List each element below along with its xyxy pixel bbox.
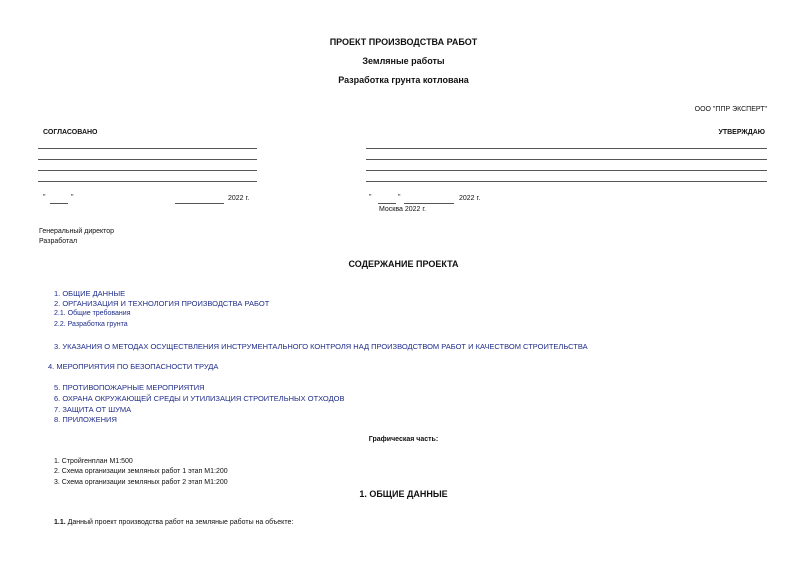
left-date-day-blank [50, 203, 68, 204]
signature-line [38, 159, 257, 160]
toc-link-noise[interactable]: 7. ЗАЩИТА ОТ ШУМА [54, 405, 132, 414]
toc-link-excavation[interactable]: 2.2. Разработка грунта [54, 321, 128, 328]
left-date-month-blank [175, 203, 224, 204]
left-date-year: 2022 г. [228, 195, 250, 202]
graphic-part-heading: Графическая часть: [368, 436, 439, 443]
document-subtitle: Земляные работы [362, 56, 445, 66]
right-date-month-blank [404, 203, 454, 204]
signature-line [366, 181, 767, 182]
section-heading: 1. ОБЩИЕ ДАННЫЕ [359, 489, 448, 499]
city-year: Москва 2022 г. [379, 206, 427, 213]
director-label: Генеральный директор [39, 228, 115, 235]
company-name: ООО "ППР ЭКСПЕРТ" [694, 106, 767, 113]
toc-link-appendices[interactable]: 8. ПРИЛОЖЕНИЯ [54, 415, 117, 424]
left-date-quote-open: " [43, 194, 46, 201]
paragraph-1-1 [54, 519, 293, 526]
signature-line [366, 159, 767, 160]
toc-link-fire-safety[interactable]: 5. ПРОТИВОПОЖАРНЫЕ МЕРОПРИЯТИЯ [54, 383, 205, 392]
toc-link-labor-safety[interactable]: 4. МЕРОПРИЯТИЯ ПО БЕЗОПАСНОСТИ ТРУДА [48, 362, 219, 371]
left-date-quote-close: " [71, 194, 74, 201]
paragraph-text: Данный проект производства работ на земляные работы на объекте: [65, 519, 294, 526]
approval-right-label: УТВЕРЖДАЮ [718, 129, 765, 136]
document-subject: Разработка грунта котлована [338, 75, 469, 85]
toc-link-general-requirements[interactable]: 2.1. Общие требования [54, 310, 131, 317]
right-date-quote-open: " [369, 194, 372, 201]
signature-line [38, 170, 257, 171]
toc-link-environment[interactable]: 6. ОХРАНА ОКРУЖАЮЩЕЙ СРЕДЫ И УТИЛИЗАЦИЯ СТРОИТЕЛЬНЫХ ОТХОДОВ [54, 394, 345, 403]
developed-label: Разработал [39, 238, 78, 245]
paragraph-number: 1.1. [54, 519, 66, 526]
toc-link-organization[interactable]: 2. ОРГАНИЗАЦИЯ И ТЕХНОЛОГИЯ ПРОИЗВОДСТВА РАБОТ [54, 299, 270, 308]
approval-left-label: СОГЛАСОВАНО [43, 129, 98, 136]
signature-line [38, 181, 257, 182]
right-date-day-blank [378, 203, 396, 204]
signature-line [38, 148, 257, 149]
toc-link-instrumental-control[interactable]: 3. УКАЗАНИЯ О МЕТОДАХ ОСУЩЕСТВЛЕНИЯ ИНСТРУМЕНТАЛЬНОГО КОНТРОЛЯ НАД ПРОИЗВОДСТВОМ РАБОТ И КАЧЕСТВОМ СТРОИТЕЛЬСТВА [54, 342, 588, 351]
right-date-quote-close: " [398, 194, 401, 201]
graphic-item: 2. Схема организации земляных работ 1 этап М1:200 [54, 468, 228, 475]
document-title: ПРОЕКТ ПРОИЗВОДСТВА РАБОТ [329, 37, 478, 47]
signature-line [366, 170, 767, 171]
signature-line [366, 148, 767, 149]
toc-link-general-data[interactable]: 1. ОБЩИЕ ДАННЫЕ [54, 289, 126, 298]
graphic-item: 1. Стройгенплан М1:500 [54, 458, 133, 465]
right-date-year: 2022 г. [459, 195, 481, 202]
contents-heading: СОДЕРЖАНИЕ ПРОЕКТА [348, 259, 459, 269]
graphic-item: 3. Схема организации земляных работ 2 этап М1:200 [54, 479, 228, 486]
